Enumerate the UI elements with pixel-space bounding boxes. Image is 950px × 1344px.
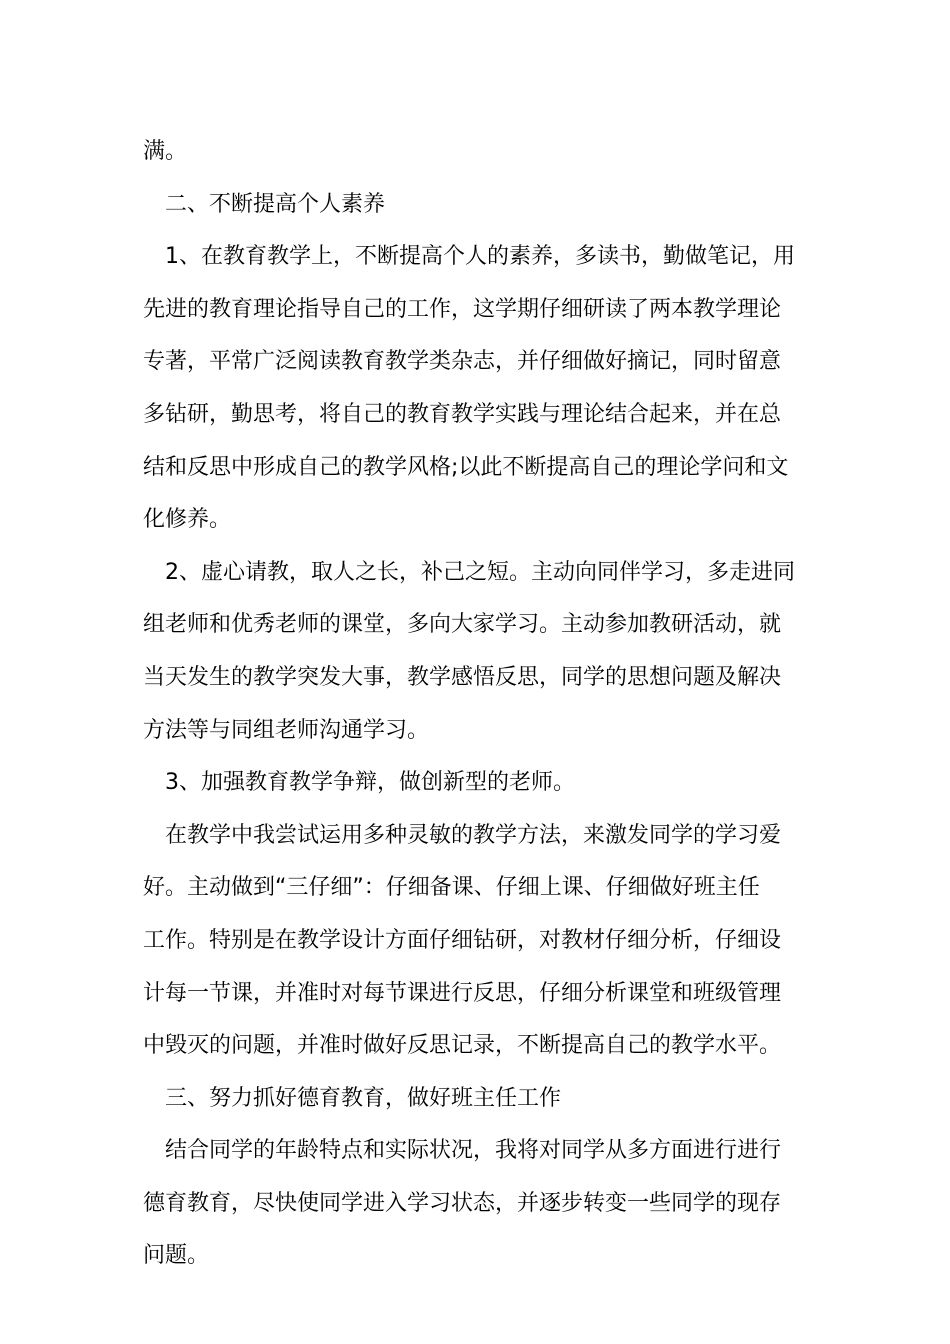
text-line-12: 方法等与同组老师沟通学习。 (143, 717, 430, 743)
document-body (143, 126, 807, 1283)
section-heading-2: 二、不断提高个人素养 (165, 191, 386, 217)
text-line-1: 满。 (143, 139, 188, 164)
text-line-21: 德育教育，尽快使同学进入学习状态，并逐步转变一些同学的现存 (143, 1190, 782, 1216)
text-line-22: 问题。 (143, 1243, 210, 1269)
text-line-3: 1、在教育教学上，不断提高个人的素养，多读书，勤做笔记，用 (165, 244, 795, 270)
text-line-5: 专著，平常广泛阅读教育教学类杂志，并仔细做好摘记，同时留意 (143, 349, 782, 375)
text-line-20: 结合同学的年龄特点和实际状况，我将对同学从多方面进行进行 (165, 1138, 782, 1164)
text-line-11: 当天发生的教学突发大事，教学感悟反思，同学的思想问题及解决 (143, 664, 782, 690)
text-line-16: 工作。特别是在教学设计方面仔细钻研，对教材仔细分析，仔细设 (143, 927, 782, 953)
text-line-7: 结和反思中形成自己的教学风格;以此不断提高自己的理论学问和文 (143, 454, 789, 480)
text-line-15: 好。主动做到“三仔细”：仔细备课、仔细上课、仔细做好班主任 (143, 875, 760, 901)
section-heading-3: 三、努力抓好德育教育，做好班主任工作 (165, 1085, 562, 1111)
text-line-8: 化修养。 (143, 507, 232, 533)
text-line-14: 在教学中我尝试运用多种灵敏的教学方法，来激发同学的学习爱 (165, 822, 782, 848)
text-line-13: 3、加强教育教学争辩，做创新型的老师。 (165, 770, 575, 796)
text-line-9: 2、虚心请教，取人之长，补己之短。主动向同伴学习，多走进同 (165, 559, 795, 585)
text-line-18: 中毁灭的问题，并准时做好反思记录，不断提高自己的教学水平。 (143, 1033, 782, 1059)
text-line-6: 多钻研，勤思考，将自己的教育教学实践与理论结合起来，并在总 (143, 401, 782, 427)
text-line-4: 先进的教育理论指导自己的工作，这学期仔细研读了两本教学理论 (143, 296, 782, 322)
text-line-10: 组老师和优秀老师的课堂，多向大家学习。主动参加教研活动，就 (143, 612, 782, 638)
text-line-17: 计每一节课，并准时对每节课进行反思，仔细分析课堂和班级管理 (143, 980, 782, 1006)
